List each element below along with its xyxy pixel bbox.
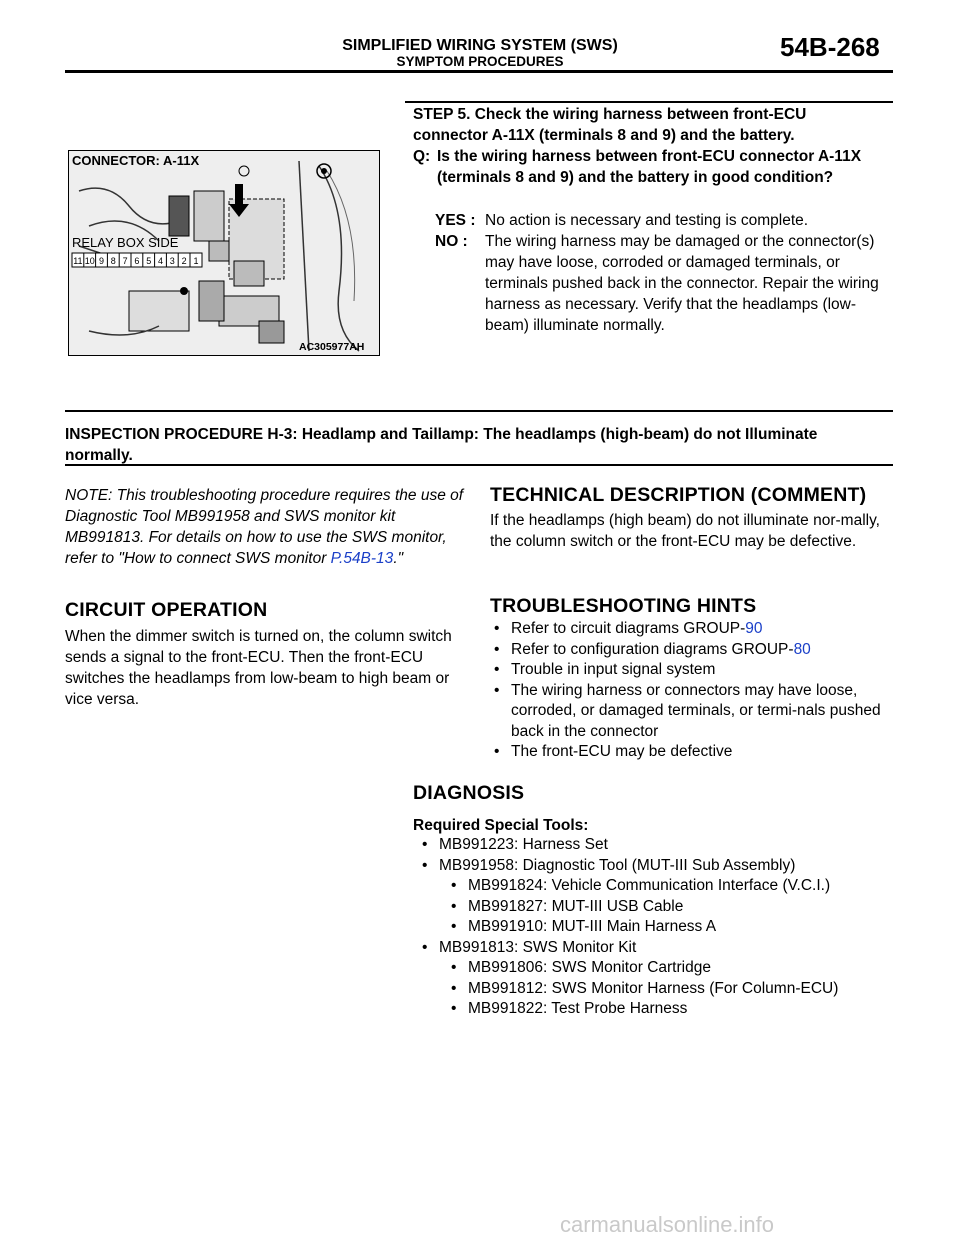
bullet: • [422,836,428,853]
list-item: • MB991812: SWS Monitor Harness (For Column-ECU) [451,979,892,1000]
yes-text: No action is necessary and testing is complete. [485,212,809,229]
step-5-question [413,146,883,188]
bullet: • [451,877,457,894]
list-item: • MB991813: SWS Monitor Kit [422,938,892,959]
list-item: • MB991824: Vehicle Communication Interface (V.C.I.) [451,876,892,897]
hints-list [494,619,894,763]
bullet: • [494,681,500,699]
inspection-bottom-rule [65,464,893,466]
list-item: • Refer to circuit diagrams GROUP-90 [494,619,894,640]
pin-label: 7 [122,256,128,266]
question-label: Q: [413,148,431,165]
question-text: Is the wiring harness between front-ECU connector A-11X (terminals 8 and 9) and the battery in good condition? [437,148,862,186]
note-tail: ." [393,550,404,567]
group-90-link[interactable]: 90 [745,620,763,637]
step-5-title: STEP 5. Check the wiring harness between front-ECU connector A-11X (terminals 8 and 9) and the battery. [413,106,807,144]
bullet: • [451,918,457,935]
technical-text: If the headlamps (high beam) do not illuminate nor-mally, the column switch or the front-ECU may be defective. [490,512,880,550]
yes-label: YES : [435,212,476,229]
list-item: • Refer to configuration diagrams GROUP-80 [494,640,894,661]
pin-label: 5 [146,256,152,266]
bullet: • [494,620,500,637]
list-item: • The wiring harness or connectors may have loose, corroded, or damaged terminals, or termi-nals pushed back in the connector [494,681,881,740]
list-item: • MB991806: SWS Monitor Cartridge [451,958,892,979]
bullet: • [451,1000,457,1017]
bullet: • [422,856,428,874]
note [65,485,465,569]
list-item: • MB991822: Test Probe Harness [451,999,892,1020]
header-subtitle: SYMPTOM PROCEDURES [396,54,564,69]
page-number: 54B-268 [780,32,880,62]
connector-photo [69,151,379,355]
list-item: • MB991827: MUT-III USB Cable [451,897,892,918]
tools-label: Required Special Tools: [413,817,589,834]
connector-label: CONNECTOR: A-11X [72,153,200,168]
connector-pin-strip [72,253,202,267]
list-item: • MB991223: Harness Set [422,835,892,856]
pin-label: 9 [98,256,105,266]
note-text: NOTE: This troubleshooting procedure requires the use of Diagnostic Tool MB991958 and SWS monitor kit MB991813. For details on how to use the SWS monitor, refer to "How to connect SWS monitor [65,487,464,567]
no-answer [435,231,895,336]
list-item: • MB991910: MUT-III Main Harness A [451,917,892,938]
list-item: • MB991958: Diagnostic Tool (MUT-III Sub Assembly) [422,856,892,877]
inspection-top-rule [65,410,893,412]
header-rule [65,70,893,73]
pin-label: 6 [134,256,140,266]
relay-box-label: RELAY BOX SIDE [72,235,179,250]
technical-heading: TECHNICAL DESCRIPTION (COMMENT) [490,484,867,506]
bullet: • [494,743,500,760]
yes-answer [435,210,895,231]
list-item: • The front-ECU may be defective [494,742,894,763]
list-item: • Trouble in input signal system [494,660,894,681]
header-title: SIMPLIFIED WIRING SYSTEM (SWS) [342,37,618,54]
inspection-title: INSPECTION PROCEDURE H-3: Headlamp and Taillamp: The headlamps (high-beam) do not Illuminate normally. [65,426,818,464]
bullet: • [451,959,457,976]
bullet: • [451,897,457,915]
bullet: • [494,640,500,658]
step-rule [405,101,893,103]
pin-label: 3 [169,256,175,266]
bullet: • [422,938,428,956]
bullet: • [494,661,500,678]
diagnosis-heading: DIAGNOSIS [413,782,525,804]
pin-label: 10 [84,256,95,266]
circuit-heading: CIRCUIT OPERATION [65,599,268,621]
pin-label: 8 [110,256,116,266]
note-link[interactable]: P.54B-13 [330,550,394,567]
circuit-text: When the dimmer switch is turned on, the column switch sends a signal to the front-ECU. Then the front-ECU switches the headlamps from low-beam to high beam or vice versa. [65,628,452,708]
hints-heading: TROUBLESHOOTING HINTS [490,595,757,617]
tools-list [422,835,892,1020]
connector-figure [68,150,380,356]
pin-label: 2 [181,256,187,266]
bullet: • [451,979,457,997]
pin-label: 1 [193,256,199,266]
pin-label: 4 [157,256,164,266]
watermark: carmanualsonline.info [560,1212,775,1237]
group-80-link[interactable]: 80 [793,640,811,658]
no-label: NO : [435,233,468,250]
pin-label: 11 [73,256,83,266]
no-text: The wiring harness may be damaged or the connector(s) may have loose, corroded or damaged terminals, or terminals pushed back in the connector. Repair the wiring harness as necessary. Verify that the headlamps (low-beam) illuminate normally. [485,233,879,334]
figure-id: AC305977AH [299,341,365,353]
